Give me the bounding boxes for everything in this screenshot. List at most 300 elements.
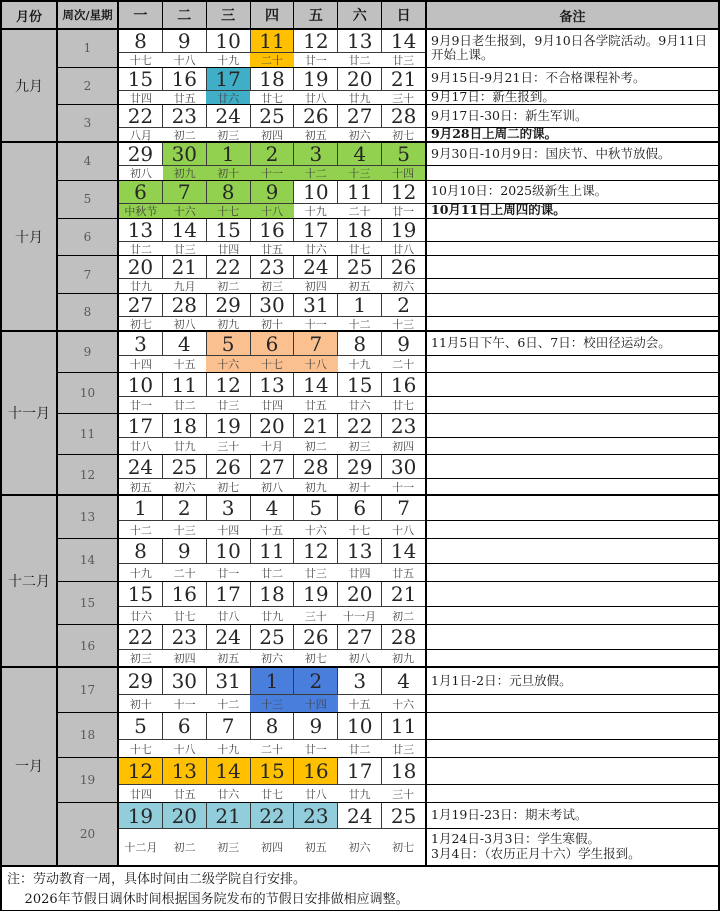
header-day-tue: 二 [163,2,207,28]
lunar-row [119,397,425,414]
lunar-cell: 廿二 [348,53,371,67]
lunar-cell: 初二 [392,609,415,623]
day-cell: 29 [119,668,163,694]
day-cell: 6 [338,496,382,520]
solar-row [119,455,425,479]
header-notes-col: 备注 [425,2,718,28]
notes-column [425,30,718,865]
solar-row [119,294,425,317]
note-cell [427,204,718,219]
day-cell: 27 [119,294,163,316]
week-number: 9 [58,332,117,373]
day-cell: 12 [294,539,338,563]
day-cell: 18 [251,582,295,606]
lunar-cell: 八月 [129,128,152,142]
day-cell: 11 [251,30,295,52]
day-cell: 23 [390,414,417,438]
day-cell: 20 [163,803,207,828]
lunar-cell: 十一月 [342,609,376,623]
month-label: 九月 [2,30,56,143]
day-cell: 17 [338,758,382,784]
lunar-cell: 十八 [250,204,294,218]
day-cell: 21 [207,803,251,828]
day-cell: 26 [207,455,251,478]
lunar-cell: 廿六 [304,242,327,256]
lunar-cell: 初二 [173,840,196,854]
lunar-row [119,53,425,68]
day-cell: 9 [294,713,338,739]
solar-row [119,625,425,650]
month-label: 十月 [2,143,56,332]
lunar-cell: 廿四 [129,91,152,105]
solar-row [119,143,425,166]
day-cell: 23 [163,105,207,127]
lunar-row [119,607,425,625]
day-cell: 16 [390,373,417,397]
header-day-mon: 一 [119,2,163,28]
lunar-cell: 初五 [129,480,152,494]
day-grid [119,30,425,865]
note-line: 11月5日下午、6日、7日：校田径运动会。 [431,335,671,351]
header-day-wed: 三 [207,2,251,28]
lunar-cell: 初八 [173,317,196,331]
day-cell: 14 [294,373,338,396]
lunar-cell: 十四 [217,523,240,537]
note-cell [427,242,718,257]
lunar-cell: 初六 [261,652,284,666]
solar-row [119,496,425,521]
lunar-cell: 十三 [392,317,415,331]
day-cell: 7 [294,332,338,355]
lunar-cell: 廿七 [261,787,284,801]
lunar-cell: 初四 [304,280,327,294]
day-cell: 2 [397,294,410,317]
day-cell: 13 [163,758,207,784]
day-cell: 23 [294,803,338,828]
lunar-cell: 初十 [206,166,250,180]
lunar-cell: 二十 [173,566,196,580]
day-cell: 10 [294,181,338,203]
lunar-cell: 廿五 [173,91,196,105]
lunar-cell: 十三 [338,166,382,180]
lunar-cell: 廿三 [392,742,415,756]
note-line: 9月17日：新生报到。 [431,89,555,105]
note-cell [427,713,718,740]
lunar-cell: 初九 [392,652,415,666]
week-number: 4 [58,143,117,181]
day-cell: 18 [338,219,382,241]
lunar-cell: 初七 [129,317,152,331]
lunar-cell: 廿九 [348,787,371,801]
lunar-cell: 初八 [261,480,284,494]
note-cell [427,294,718,317]
note-cell [427,564,718,582]
day-cell: 27 [251,455,295,478]
day-cell: 10 [338,713,382,739]
lunar-cell: 廿二 [173,399,196,413]
day-cell: 17 [294,219,338,241]
day-cell: 21 [390,582,417,607]
note-line: 10月10日：2025级新生上课。 [431,183,608,199]
lunar-cell: 初十 [261,317,284,331]
week-number: 2 [58,68,117,106]
header-day-sun: 日 [396,8,411,24]
day-cell: 25 [390,803,417,828]
day-cell: 13 [251,373,295,396]
day-cell: 15 [119,582,163,606]
lunar-cell: 十二 [129,523,152,537]
day-cell: 21 [390,67,417,90]
note-cell [427,356,718,373]
day-cell: 14 [390,30,417,52]
week-column [58,30,119,865]
lunar-cell: 初九 [163,166,207,180]
footer-line-1: 注：劳动教育一周，具体时间由二级学院自行安排。 [7,871,307,887]
lunar-cell: 初二 [173,128,196,142]
day-cell: 3 [119,332,163,355]
note-cell [427,414,718,438]
lunar-cell: 廿一 [392,204,415,218]
lunar-cell: 十四 [129,358,152,372]
day-cell: 16 [251,219,295,241]
solar-row [119,68,425,91]
day-cell: 18 [163,414,207,437]
day-cell: 16 [163,68,207,90]
lunar-cell: 十七 [129,742,152,756]
day-cell: 24 [119,455,163,478]
lunar-cell: 初七 [392,840,415,854]
lunar-cell: 廿一 [129,399,152,413]
note-cell [427,625,718,650]
day-cell: 1 [338,294,382,316]
lunar-cell: 廿八 [304,91,327,105]
day-cell: 22 [338,414,382,437]
week-number: 7 [58,256,117,294]
lunar-cell: 十二 [348,317,371,331]
note-line: 9月28日上周二的课。 [431,126,558,142]
lunar-cell: 十一 [392,480,415,494]
lunar-row [119,242,425,257]
solar-row [119,668,425,695]
solar-row [119,219,425,242]
lunar-cell: 十七 [129,53,152,67]
lunar-cell: 十九 [129,566,152,580]
month-label: 十二月 [2,496,56,668]
lunar-cell: 廿五 [173,787,196,801]
day-cell: 3 [207,496,251,520]
lunar-row [119,128,425,143]
day-cell: 28 [390,105,417,128]
day-cell: 16 [294,758,338,784]
lunar-row [119,740,425,758]
day-cell: 8 [207,181,251,203]
day-cell: 1 [251,668,295,694]
week-number: 8 [58,294,117,332]
lunar-cell: 三十 [392,91,415,105]
lunar-cell: 十一 [173,697,196,711]
lunar-cell: 初五 [217,652,240,666]
lunar-cell: 十七 [206,204,250,218]
day-cell: 22 [119,625,163,649]
lunar-cell: 十五 [173,358,196,372]
lunar-cell: 初二 [217,280,240,294]
day-cell: 5 [294,496,338,520]
note-line: 1月24日-3月3日：学生寒假。 [431,830,600,846]
lunar-row [119,356,425,373]
note-cell [427,256,718,279]
lunar-cell: 廿四 [261,399,284,413]
day-cell: 29 [338,455,382,478]
lunar-cell: 初四 [173,652,196,666]
day-cell: 29 [119,143,163,165]
note-cell [427,455,718,479]
day-cell: 19 [119,803,163,828]
note-line: 3月4日：（农历正月十六）学生报到。 [431,845,641,861]
lunar-cell: 十六 [392,697,415,711]
day-cell: 7 [397,496,410,521]
day-cell: 12 [294,30,338,52]
day-cell: 10 [207,539,251,563]
day-cell: 13 [338,30,382,52]
lunar-cell: 二十 [261,742,284,756]
day-cell: 19 [294,582,338,606]
day-cell: 31 [207,668,251,694]
lunar-cell: 十八 [392,523,415,537]
lunar-cell: 十四 [294,695,338,712]
lunar-cell: 廿一 [304,742,327,756]
lunar-cell: 初七 [392,128,415,142]
day-cell: 25 [251,625,295,649]
lunar-cell: 十八 [294,356,338,372]
lunar-cell: 廿六 [129,609,152,623]
month-column [2,30,58,865]
lunar-cell: 初七 [217,480,240,494]
lunar-cell: 初七 [304,652,327,666]
day-cell: 20 [338,68,382,90]
day-cell: 28 [390,625,417,650]
lunar-cell: 三十 [392,787,415,801]
day-cell: 14 [163,219,207,241]
lunar-row [119,479,425,496]
day-cell: 26 [390,256,417,279]
lunar-row [119,829,425,864]
solar-row [119,181,425,204]
day-cell: 24 [338,803,382,828]
solar-row [119,713,425,740]
lunar-cell: 廿五 [392,566,415,580]
day-cell: 20 [251,414,295,437]
lunar-cell: 廿三 [173,242,196,256]
lunar-cell: 十三 [173,523,196,537]
solar-row [119,105,425,128]
lunar-cell: 十二 [217,697,240,711]
lunar-cell: 十八 [173,53,196,67]
note-cell [427,758,718,785]
day-cell: 28 [163,294,207,316]
day-cell: 5 [382,143,425,165]
lunar-cell: 廿三 [304,566,327,580]
header-day-thu: 四 [251,2,295,28]
footer-line-2: 2026年节假日调休时间根据国务院发布的节假日安排做相应调整。 [24,891,409,907]
day-cell: 24 [207,105,251,127]
day-cell: 7 [163,181,207,203]
day-cell: 1 [207,143,251,165]
lunar-cell: 廿五 [304,399,327,413]
week-number: 10 [58,373,117,414]
lunar-cell: 初四 [392,440,415,454]
lunar-cell: 十一 [304,317,327,331]
note-cell [427,829,718,864]
lunar-cell: 廿九 [129,280,152,294]
day-cell: 30 [251,294,295,316]
note-cell [427,143,718,166]
note-cell [427,695,718,713]
lunar-cell: 廿九 [173,440,196,454]
week-number: 5 [58,181,117,219]
note-line: 1月19日-23日：期末考试。 [431,807,588,823]
solar-row [119,539,425,564]
day-cell: 22 [119,105,163,127]
lunar-cell: 十二月 [124,840,158,854]
note-line: 9月30日-10月9日：国庆节、中秋节放假。 [431,145,671,161]
day-cell: 8 [119,30,163,52]
lunar-cell: 十九 [348,358,371,372]
lunar-cell: 廿八 [304,787,327,801]
day-cell: 24 [294,256,338,278]
day-cell: 1 [119,496,163,520]
day-cell: 15 [338,373,382,396]
day-cell: 12 [390,180,417,203]
note-cell [427,181,718,204]
lunar-row [119,564,425,582]
lunar-cell: 十五 [348,697,371,711]
header-week-col: 周次/星期 [58,2,119,28]
lunar-cell: 初五 [304,128,327,142]
day-cell: 8 [251,713,295,739]
day-cell: 28 [294,455,338,478]
lunar-cell: 初三 [217,840,240,854]
lunar-cell: 十五 [261,523,284,537]
lunar-cell: 初九 [217,317,240,331]
header-day-fri: 五 [294,2,338,28]
header-weekdays [119,2,425,28]
day-cell: 6 [251,332,295,355]
week-number: 13 [58,496,117,539]
day-cell: 6 [163,713,207,739]
day-cell: 12 [119,758,163,784]
day-cell: 19 [390,218,417,241]
day-cell: 22 [251,803,295,828]
day-cell: 15 [207,219,251,241]
day-cell: 15 [119,68,163,90]
lunar-cell: 三十 [217,440,240,454]
lunar-cell: 初八 [129,166,152,180]
week-number: 14 [58,539,117,582]
day-cell: 9 [397,332,410,356]
day-cell: 26 [294,625,338,649]
day-cell: 13 [119,219,163,241]
day-cell: 25 [251,105,295,127]
day-cell: 9 [163,30,207,52]
week-number: 17 [58,668,117,713]
day-cell: 17 [119,414,163,437]
note-line: 1月1日-2日：元旦放假。 [431,672,572,688]
day-cell: 9 [251,181,295,203]
day-cell: 8 [338,332,382,355]
note-cell [427,740,718,758]
solar-row [119,30,425,53]
header-month-col: 月份 [2,2,58,28]
note-cell [427,803,718,829]
lunar-cell: 初三 [129,652,152,666]
day-cell: 23 [163,625,207,649]
week-number: 1 [58,30,117,68]
note-cell [427,91,718,106]
day-cell: 27 [338,625,382,649]
lunar-row [119,650,425,668]
lunar-cell: 廿七 [173,609,196,623]
lunar-cell: 三十 [304,609,327,623]
lunar-cell: 十六 [206,356,250,372]
lunar-cell: 廿五 [261,242,284,256]
lunar-cell: 廿三 [217,399,240,413]
solar-row [119,373,425,397]
week-number: 6 [58,219,117,257]
day-cell: 11 [163,373,207,396]
day-cell: 14 [207,758,251,784]
solar-row [119,332,425,356]
lunar-row [119,166,425,181]
note-cell [427,785,718,803]
lunar-cell: 初九 [304,480,327,494]
day-cell: 20 [338,582,382,606]
day-cell: 18 [251,68,295,90]
lunar-cell: 十四 [381,166,425,180]
day-cell: 30 [163,143,207,165]
day-cell: 9 [163,539,207,563]
lunar-cell: 二十 [348,204,371,218]
day-cell: 10 [119,373,163,396]
day-cell: 3 [294,143,338,165]
lunar-row [119,279,425,294]
note-cell [427,332,718,356]
lunar-cell: 廿二 [261,566,284,580]
note-line: 9月15日-9月21日：不合格课程补考。 [431,70,646,86]
lunar-cell: 十八 [173,742,196,756]
note-cell [427,668,718,695]
day-cell: 20 [119,256,163,278]
day-cell: 17 [207,68,251,90]
lunar-cell: 廿八 [129,440,152,454]
day-cell: 4 [163,332,207,355]
note-cell [427,496,718,521]
lunar-cell: 廿四 [217,242,240,256]
day-cell: 31 [294,294,338,316]
lunar-cell: 初六 [392,280,415,294]
solar-row [119,803,425,829]
lunar-cell: 十一 [250,166,294,180]
day-cell: 4 [338,143,382,165]
day-cell: 22 [207,256,251,278]
day-cell: 3 [338,668,382,694]
note-cell [427,68,718,91]
day-cell: 12 [207,373,251,396]
note-line: 9月17日-30日：新生军训。 [431,108,588,123]
lunar-row [119,695,425,713]
note-cell [427,128,718,143]
lunar-cell: 初十 [129,697,152,711]
lunar-cell: 初二 [304,440,327,454]
